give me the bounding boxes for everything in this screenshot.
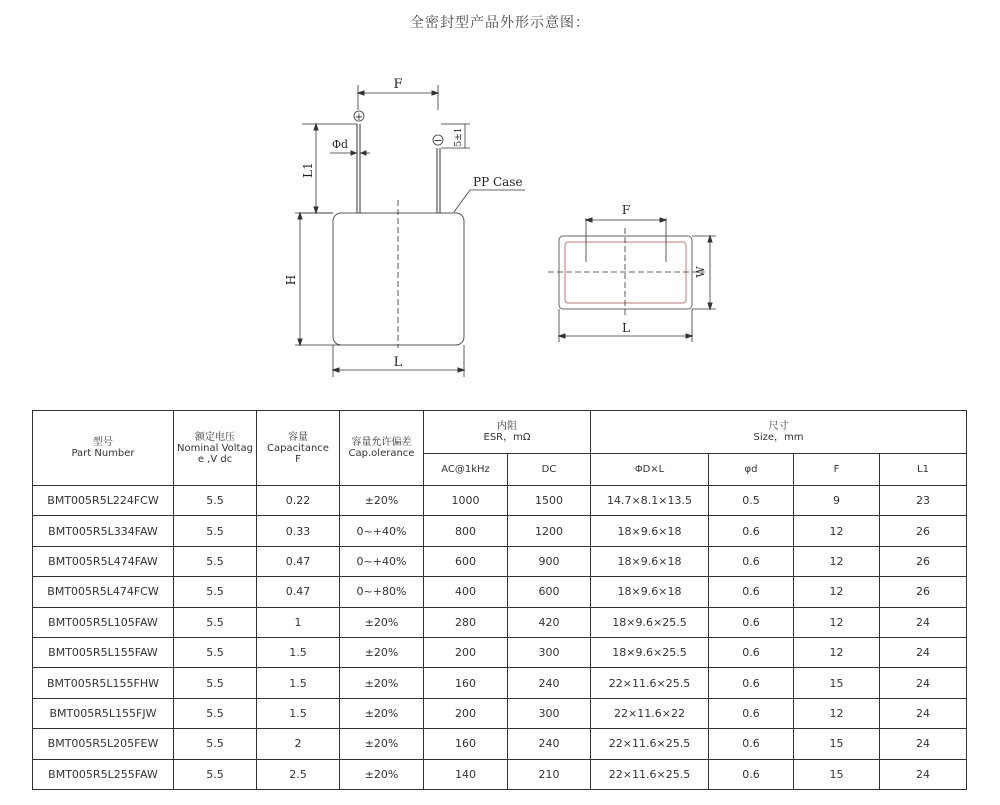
cell-f: 12 bbox=[794, 577, 880, 607]
top-dim-w-label: W bbox=[694, 266, 707, 278]
cell-l1: 24 bbox=[880, 729, 967, 759]
cell-f: 12 bbox=[794, 637, 880, 667]
cell-tolerance: 0~+40% bbox=[340, 516, 424, 546]
cell-capacitance: 1.5 bbox=[257, 668, 340, 698]
capacitor-body bbox=[333, 213, 464, 345]
cell-l1: 24 bbox=[880, 668, 967, 698]
cell-esr-ac: 1000 bbox=[424, 486, 508, 516]
table-row bbox=[33, 516, 967, 546]
cell-voltage: 5.5 bbox=[174, 607, 257, 637]
cell-voltage: 5.5 bbox=[174, 546, 257, 576]
cell-phi-d: 0.5 bbox=[709, 486, 794, 516]
spec-table bbox=[32, 410, 967, 790]
cell-esr-dc: 210 bbox=[508, 759, 591, 789]
cell-tolerance: ±20% bbox=[340, 698, 424, 728]
cell-tolerance: ±20% bbox=[340, 759, 424, 789]
cell-esr-ac: 800 bbox=[424, 516, 508, 546]
cell-esr-dc: 1500 bbox=[508, 486, 591, 516]
cell-esr-ac: 160 bbox=[424, 668, 508, 698]
header-tolerance: 容量允许偏差 Cap.olerance bbox=[340, 411, 424, 486]
table-row bbox=[33, 577, 967, 607]
top-dim-f-label: F bbox=[621, 203, 631, 217]
header-dims: ΦD×L bbox=[591, 454, 709, 486]
table-row bbox=[33, 486, 967, 516]
cell-dimensions: 22×11.6×25.5 bbox=[591, 668, 709, 698]
cell-voltage: 5.5 bbox=[174, 668, 257, 698]
cell-f: 9 bbox=[794, 486, 880, 516]
cell-f: 12 bbox=[794, 546, 880, 576]
spec-table-body bbox=[33, 486, 967, 790]
cell-esr-dc: 300 bbox=[508, 637, 591, 667]
cell-voltage: 5.5 bbox=[174, 486, 257, 516]
cell-esr-ac: 160 bbox=[424, 729, 508, 759]
table-row bbox=[33, 546, 967, 576]
cell-l1: 24 bbox=[880, 607, 967, 637]
cell-tolerance: ±20% bbox=[340, 668, 424, 698]
header-phid: φd bbox=[709, 454, 794, 486]
top-view bbox=[548, 218, 716, 342]
cell-esr-ac: 280 bbox=[424, 607, 508, 637]
cell-f: 12 bbox=[794, 698, 880, 728]
cell-voltage: 5.5 bbox=[174, 637, 257, 667]
cell-capacitance: 0.47 bbox=[257, 546, 340, 576]
cell-capacitance: 0.22 bbox=[257, 486, 340, 516]
cell-l1: 24 bbox=[880, 759, 967, 789]
cell-phi-d: 0.6 bbox=[709, 668, 794, 698]
cell-phi-d: 0.6 bbox=[709, 516, 794, 546]
table-row bbox=[33, 668, 967, 698]
cell-voltage: 5.5 bbox=[174, 729, 257, 759]
cell-f: 15 bbox=[794, 729, 880, 759]
cell-f: 15 bbox=[794, 668, 880, 698]
header-size: 尺寸 Size，mm bbox=[591, 411, 967, 454]
cell-part-number: BMT005R5L155FAW bbox=[33, 637, 174, 667]
cell-esr-ac: 200 bbox=[424, 698, 508, 728]
header-capacitance: 容量 Capacitance F bbox=[257, 411, 340, 486]
cell-tolerance: 0~+80% bbox=[340, 577, 424, 607]
cell-part-number: BMT005R5L474FCW bbox=[33, 577, 174, 607]
cell-voltage: 5.5 bbox=[174, 516, 257, 546]
cell-phi-d: 0.6 bbox=[709, 729, 794, 759]
cell-part-number: BMT005R5L334FAW bbox=[33, 516, 174, 546]
cell-phi-d: 0.6 bbox=[709, 759, 794, 789]
header-ac: AC@1kHz bbox=[424, 454, 508, 486]
cell-esr-dc: 420 bbox=[508, 607, 591, 637]
cell-part-number: BMT005R5L205FEW bbox=[33, 729, 174, 759]
cell-dimensions: 14.7×8.1×13.5 bbox=[591, 486, 709, 516]
header-f: F bbox=[794, 454, 880, 486]
cell-f: 15 bbox=[794, 759, 880, 789]
cell-f: 12 bbox=[794, 607, 880, 637]
header-dc: DC bbox=[508, 454, 591, 486]
cell-esr-dc: 600 bbox=[508, 577, 591, 607]
dim-phi-d-label: Φd bbox=[331, 138, 349, 151]
cell-esr-dc: 240 bbox=[508, 668, 591, 698]
table-row bbox=[33, 607, 967, 637]
cell-part-number: BMT005R5L255FAW bbox=[33, 759, 174, 789]
cell-tolerance: ±20% bbox=[340, 637, 424, 667]
side-view-labels bbox=[284, 77, 523, 370]
cell-dimensions: 22×11.6×25.5 bbox=[591, 759, 709, 789]
top-view-labels bbox=[622, 203, 707, 335]
cell-l1: 23 bbox=[880, 486, 967, 516]
header-part-number: 型号 Part Number bbox=[33, 411, 174, 486]
cell-part-number: BMT005R5L224FCW bbox=[33, 486, 174, 516]
cell-dimensions: 18×9.6×18 bbox=[591, 577, 709, 607]
cell-dimensions: 22×11.6×25.5 bbox=[591, 729, 709, 759]
cell-l1: 26 bbox=[880, 546, 967, 576]
header-voltage: 额定电压 Nominal Voltag e ,V dc bbox=[174, 411, 257, 486]
cell-esr-dc: 900 bbox=[508, 546, 591, 576]
side-view bbox=[295, 85, 525, 377]
dim-l-label: L bbox=[393, 355, 403, 370]
dim-h-label: H bbox=[284, 274, 298, 286]
cell-tolerance: ±20% bbox=[340, 729, 424, 759]
cell-capacitance: 1 bbox=[257, 607, 340, 637]
table-row bbox=[33, 698, 967, 728]
cell-dimensions: 18×9.6×18 bbox=[591, 516, 709, 546]
case-leader bbox=[454, 190, 470, 212]
cell-l1: 24 bbox=[880, 698, 967, 728]
cell-esr-dc: 1200 bbox=[508, 516, 591, 546]
cell-esr-dc: 300 bbox=[508, 698, 591, 728]
table-row bbox=[33, 759, 967, 789]
dim-f-label: F bbox=[393, 77, 403, 92]
cell-dimensions: 18×9.6×25.5 bbox=[591, 607, 709, 637]
header-esr: 内阻 ESR，mΩ bbox=[424, 411, 591, 454]
cell-capacitance: 1.5 bbox=[257, 698, 340, 728]
cell-dimensions: 18×9.6×25.5 bbox=[591, 637, 709, 667]
dim-l1-label: L1 bbox=[301, 162, 315, 178]
cell-voltage: 5.5 bbox=[174, 698, 257, 728]
cell-part-number: BMT005R5L474FAW bbox=[33, 546, 174, 576]
outline-drawing bbox=[0, 0, 1000, 400]
header-l1: L1 bbox=[880, 454, 967, 486]
cell-phi-d: 0.6 bbox=[709, 607, 794, 637]
cell-part-number: BMT005R5L155FJW bbox=[33, 698, 174, 728]
cell-capacitance: 0.47 bbox=[257, 577, 340, 607]
cell-phi-d: 0.6 bbox=[709, 546, 794, 576]
cell-tolerance: 0~+40% bbox=[340, 546, 424, 576]
cell-l1: 26 bbox=[880, 577, 967, 607]
cell-capacitance: 2.5 bbox=[257, 759, 340, 789]
table-row bbox=[33, 729, 967, 759]
table-row bbox=[33, 637, 967, 667]
page-title: 全密封型产品外形示意图： bbox=[410, 15, 590, 31]
cell-esr-dc: 240 bbox=[508, 729, 591, 759]
cell-esr-ac: 200 bbox=[424, 637, 508, 667]
dim-5-label: 5±1 bbox=[454, 127, 464, 147]
cell-f: 12 bbox=[794, 516, 880, 546]
top-dim-l-label: L bbox=[622, 321, 630, 335]
minus-symbol: − bbox=[433, 134, 443, 147]
cell-capacitance: 0.33 bbox=[257, 516, 340, 546]
cell-voltage: 5.5 bbox=[174, 577, 257, 607]
cell-esr-ac: 140 bbox=[424, 759, 508, 789]
cell-dimensions: 22×11.6×22 bbox=[591, 698, 709, 728]
cell-phi-d: 0.6 bbox=[709, 577, 794, 607]
pp-case-label: PP Case bbox=[473, 175, 523, 189]
cell-part-number: BMT005R5L105FAW bbox=[33, 607, 174, 637]
cell-voltage: 5.5 bbox=[174, 759, 257, 789]
cell-l1: 24 bbox=[880, 637, 967, 667]
cell-capacitance: 2 bbox=[257, 729, 340, 759]
case-inner bbox=[565, 242, 686, 303]
cell-dimensions: 18×9.6×18 bbox=[591, 546, 709, 576]
cell-esr-ac: 400 bbox=[424, 577, 508, 607]
cell-phi-d: 0.6 bbox=[709, 698, 794, 728]
cell-part-number: BMT005R5L155FHW bbox=[33, 668, 174, 698]
case-outer bbox=[559, 236, 692, 309]
cell-tolerance: ±20% bbox=[340, 607, 424, 637]
cell-phi-d: 0.6 bbox=[709, 637, 794, 667]
cell-l1: 26 bbox=[880, 516, 967, 546]
plus-symbol: + bbox=[354, 112, 364, 123]
cell-tolerance: ±20% bbox=[340, 486, 424, 516]
cell-capacitance: 1.5 bbox=[257, 637, 340, 667]
cell-esr-ac: 600 bbox=[424, 546, 508, 576]
